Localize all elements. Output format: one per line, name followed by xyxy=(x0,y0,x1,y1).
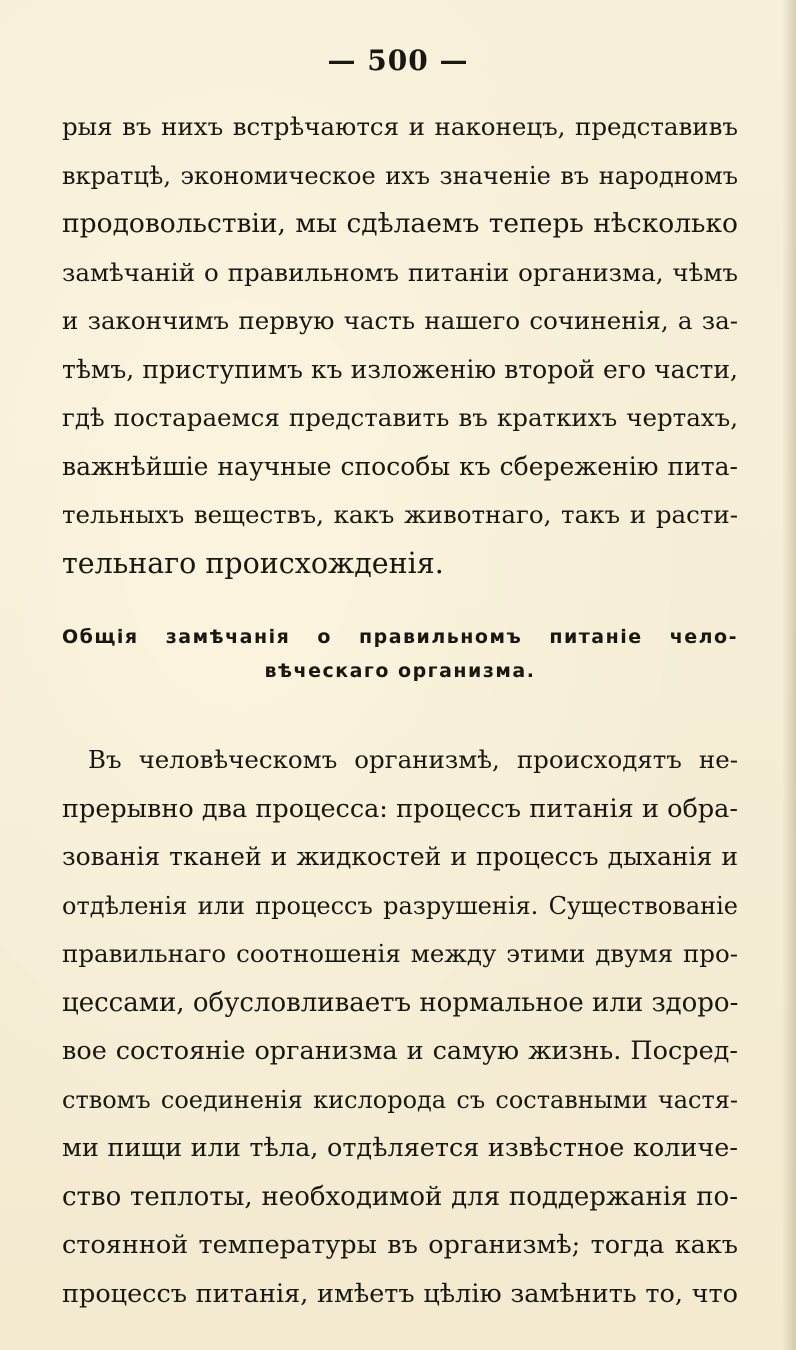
heading-line: вѣческаго организма. xyxy=(264,660,536,682)
paragraph-2 xyxy=(62,736,738,1318)
text-line: и закончимъ первую часть нашего сочиненія, а за- xyxy=(62,306,738,335)
text-line: рыя въ нихъ встрѣчаются и наконецъ, представивъ xyxy=(62,112,738,141)
page-edge-shadow xyxy=(782,0,796,1350)
text-line: продовольствіи, мы сдѣлаемъ теперь нѣсколько xyxy=(62,208,738,239)
text-line: замѣчаній о правильномъ питаніи организма, чѣмъ xyxy=(62,257,738,287)
text-line: вое состояніе организма и самую жизнь. Посред- xyxy=(62,1036,738,1066)
heading-line: Общія замѣчанія о правильномъ питаніе чело- xyxy=(62,626,738,648)
text-line: вкратцѣ, экономическое ихъ значеніе въ народномъ xyxy=(62,161,738,190)
text-line: важнѣйшіе научные способы къ сбереженію пита- xyxy=(62,451,738,481)
text-line: тельнаго происхожденія. xyxy=(62,546,444,580)
text-line: процессъ питанія, имѣетъ цѣлію замѣнить то, что xyxy=(62,1278,738,1309)
text-line: цессами, обусловливаетъ нормальное или здоро- xyxy=(62,987,739,1018)
text-line: Въ человѣческомъ организмѣ, происходятъ не- xyxy=(88,745,738,774)
page-number: — 500 — xyxy=(327,44,469,77)
text-line: ство теплоты, необходимой для поддержанія по- xyxy=(62,1181,738,1212)
text-line: прерывно два процесса: процессъ питанія и обра- xyxy=(62,793,738,824)
text-line: ствомъ соединенія кислорода съ составными частя- xyxy=(62,1085,738,1114)
text-line: отдѣленія или процессъ разрушенія. Существованіе xyxy=(62,891,738,920)
text-line: тѣмъ, приступимъ къ изложенію второй его части, xyxy=(62,354,738,384)
text-line: гдѣ постараемся представить въ краткихъ чертахъ, xyxy=(62,403,738,432)
text-line: ми пищи или тѣла, отдѣляется извѣстное количе- xyxy=(62,1133,738,1163)
text-line: тельныхъ веществъ, какъ животнаго, такъ и расти- xyxy=(62,500,738,529)
text-line: стоянной температуры въ организмѣ; тогда какъ xyxy=(62,1230,738,1260)
text-line: зованія тканей и жидкостей и процессъ дыханія и xyxy=(62,842,738,871)
section-heading xyxy=(62,620,738,688)
text-line: правильнаго соотношенія между этими двумя про- xyxy=(62,939,738,968)
paragraph-1 xyxy=(62,103,738,588)
